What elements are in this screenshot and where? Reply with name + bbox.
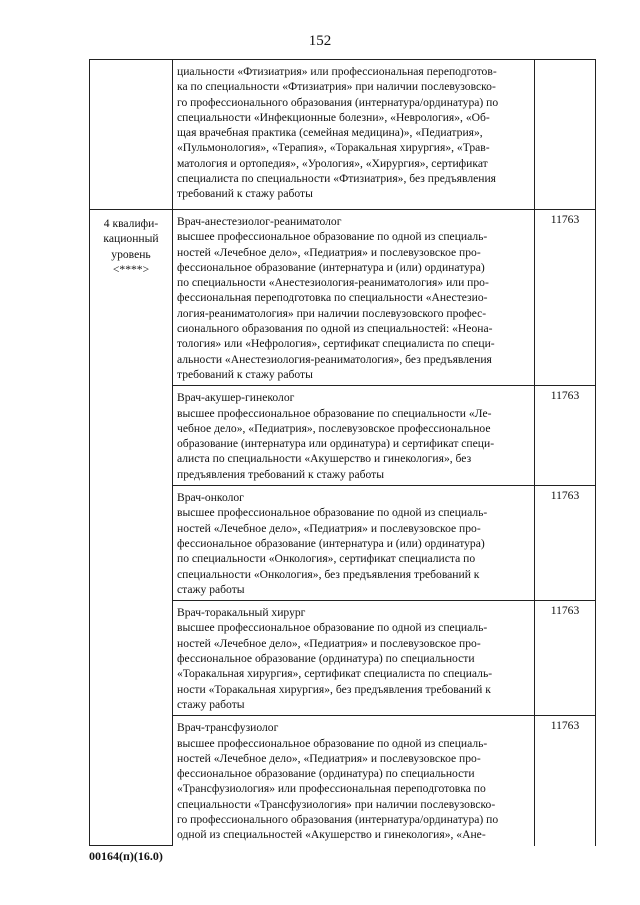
table-row-continuation [90,60,596,210]
text-line: «Торакальная хирургия», сертификат специалиста по специаль- [177,667,493,681]
position-title: Врач-трансфузиолог [177,721,279,735]
text-line: фессиональное образование (ординатура) по специальности [177,767,475,781]
text-line: требований к стажу работы [177,187,313,201]
text-line: одной из специальностей «Акушерство и гинекология», «Ане- [177,828,486,842]
salary-value: 11763 [535,486,596,601]
text-line: специальности «Онкология», без предъявления требований к [177,567,480,581]
position-description [173,601,535,716]
text-line: фессиональная переподготовка по специальности «Анестезио- [177,291,488,305]
page-number: 152 [308,33,332,49]
text-line: ностей «Лечебное дело», «Педиатрия» и послевузовское про- [177,751,481,765]
text-line: чебное дело», «Педиатрия», послевузовское профессиональное [177,421,491,435]
text-line: циальности «Фтизиатрия» или профессиональная переподготов- [177,65,497,78]
level-cell-empty [90,60,173,210]
text-line: альности «Анестезиология-реаниматология», без предъявления [177,352,492,366]
text-line: матология и ортопедия», «Урология», «Хирургия», сертификат [177,156,488,170]
text-line: алиста по специальности «Акушерство и гинекология», без [177,452,472,466]
text-line: высшее профессиональное образование по специальности «Ле- [177,406,492,420]
position-title: Врач-анестезиолог-реаниматолог [177,215,342,228]
text-line: по специальности «Онкология», сертификат специалиста по [177,552,476,566]
text-line: специалиста по специальности «Фтизиатрия», без предъявления [177,172,496,186]
text-line: ка по специальности «Фтизиатрия» при наличии послевузовско- [177,80,496,94]
text-line: стажу работы [177,697,245,711]
position-title: Врач-онколог [177,491,244,505]
salary-value: 11763 [535,716,596,846]
position-title: Врач-торакальный хирург [177,606,306,620]
position-description [173,486,535,601]
position-title: Врач-акушер-гинеколог [177,391,295,405]
text-line: го профессионального образования (интернатура/ординатура) по [177,812,499,826]
position-description [173,386,535,486]
text-line: специальности «Инфекционные болезни», «Неврология», «Об- [177,110,490,124]
qualification-table [89,59,596,846]
text-line: предъявления требований к стажу работы [177,467,385,481]
continuation-description [173,60,535,210]
text-line: высшее профессиональное образование по одной из специаль- [177,506,488,520]
table-row-anesthesiologist [90,210,596,386]
level-line: кационный [103,232,159,246]
text-line: ностей «Лечебное дело», «Педиатрия» и послевузовское про- [177,245,481,259]
text-line: стажу работы [177,582,245,596]
salary-value: 11763 [535,601,596,716]
text-line: высшее профессиональное образование по одной из специаль- [177,230,488,244]
text-line: высшее профессиональное образование по одной из специаль- [177,736,488,750]
text-line: «Пульмонология», «Терапия», «Торакальная хирургия», «Трав- [177,141,490,155]
salary-value: 11763 [535,210,596,386]
text-line: ностей «Лечебное дело», «Педиатрия» и послевузовское про- [177,521,481,535]
text-line: фессиональное образование (интернатура и (или) ординатура) [177,536,485,550]
level-line: 4 квалифи- [103,217,159,230]
text-line: го профессионального образования (интернатура/ординатура) по [177,95,499,109]
level-line: уровень [111,247,151,261]
text-line: требований к стажу работы [177,367,313,381]
salary-value: 11763 [535,386,596,486]
salary-cell-empty [535,60,596,210]
text-line: «Трансфузиология» или профессиональная переподготовка по [177,782,486,796]
text-line: фессиональное образование (ординатура) по специальности [177,652,475,666]
text-line: фессиональное образование (интернатура и (или) ординатура) [177,260,485,274]
position-description [173,716,535,846]
text-line: тология» или «Нефрология», сертификат специалиста по специ- [177,337,495,351]
text-line: специальности «Трансфузиология» при наличии послевузовско- [177,797,496,811]
text-line: щая врачебная практика (семейная медицина)», «Педиатрия», [177,126,483,140]
text-line: ностей «Лечебное дело», «Педиатрия» и послевузовское про- [177,636,481,650]
text-line: ности «Торакальная хирургия», без предъявления требований к [177,682,491,696]
text-line: высшее профессиональное образование по одной из специаль- [177,621,488,635]
text-line: логия-реаниматология» при наличии послевузовского профес- [177,306,487,320]
text-line: по специальности «Анестезиология-реаниматология» или про- [177,276,489,290]
qualification-level [90,210,173,846]
position-description [173,210,535,386]
level-line: <****> [112,262,150,276]
text-line: сионального образования по одной из специальностей: «Неона- [177,322,493,336]
text-line: образование (интернатура или ординатура) и сертификат специ- [177,437,495,451]
document-code: 00164(п)(16.0) [89,849,163,863]
